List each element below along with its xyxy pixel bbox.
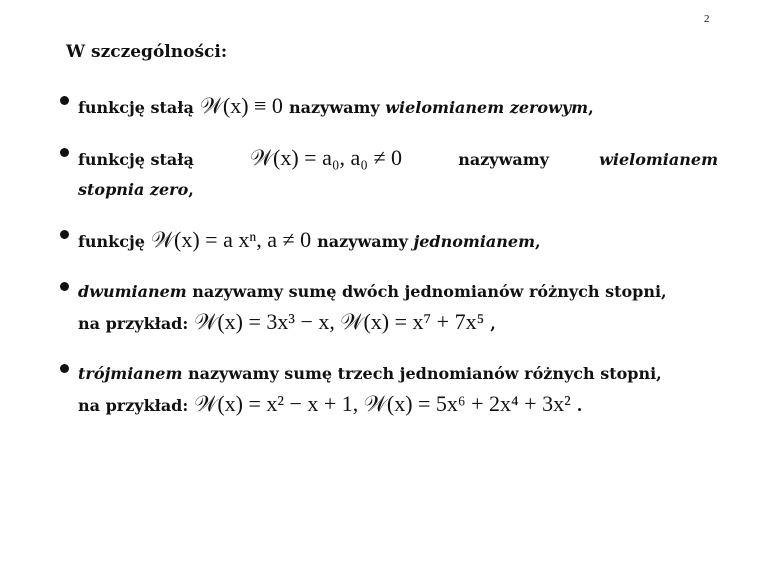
item-line <box>78 222 718 260</box>
item-punctuation: , <box>588 98 594 117</box>
item-text: nazywamy sumę trzech jednomianów różnych stopni, <box>187 364 662 383</box>
item-text: nazywamy sumę dwóch jednomianów różnych stopni, <box>192 282 667 301</box>
item-text: funkcję stałą <box>78 98 194 117</box>
item-text: nazywamy <box>288 98 380 117</box>
formula: 𝒲(x) = a xⁿ, a ≠ 0 <box>150 227 312 252</box>
formula: 𝒲(x) = x² − x + 1, 𝒲(x) = 5x⁶ + 2x⁴ + 3x² <box>194 391 571 416</box>
item-text: nazywamy <box>458 150 549 169</box>
item-text: nazywamy <box>317 232 408 251</box>
item-line <box>78 88 718 126</box>
bullet-icon <box>60 148 69 157</box>
item-text: funkcję stałą <box>78 150 194 169</box>
bullet-icon <box>60 96 69 105</box>
formula: 𝒲(x) = a₀, a₀ ≠ 0 <box>249 145 403 170</box>
item-text: funkcję <box>78 232 145 251</box>
item-punctuation: . <box>576 396 583 415</box>
defined-term: jednomianem <box>413 232 536 251</box>
list-item-trinomial <box>58 356 718 424</box>
formula: 𝒲(x) = 3x³ − x, 𝒲(x) = x⁷ + 7x⁵ <box>194 309 485 334</box>
list-item-monomial <box>58 222 718 260</box>
item-punctuation: , <box>188 180 194 199</box>
list-item-binomial <box>58 274 718 342</box>
section-heading: W szczególności: <box>66 42 228 62</box>
item-punctuation: , <box>490 314 496 333</box>
item-text: na przykład: <box>78 396 189 415</box>
defined-term: wielomianem <box>599 150 718 169</box>
list-item-degree-zero <box>58 140 718 208</box>
definition-list <box>58 88 718 438</box>
page-number: 2 <box>704 13 710 25</box>
defined-term: stopnia zero <box>78 180 189 199</box>
formula: 𝒲(x) ≡ 0 <box>199 93 283 118</box>
bullet-icon <box>60 230 69 239</box>
defined-term: dwumianem <box>78 282 187 301</box>
list-item-zero-polynomial <box>58 88 718 126</box>
item-text: na przykład: <box>78 314 189 333</box>
defined-term: wielomianem zerowym <box>385 98 589 117</box>
defined-term: trójmianem <box>78 364 183 383</box>
item-punctuation: , <box>535 232 541 251</box>
bullet-icon <box>60 282 69 291</box>
bullet-icon <box>60 364 69 373</box>
